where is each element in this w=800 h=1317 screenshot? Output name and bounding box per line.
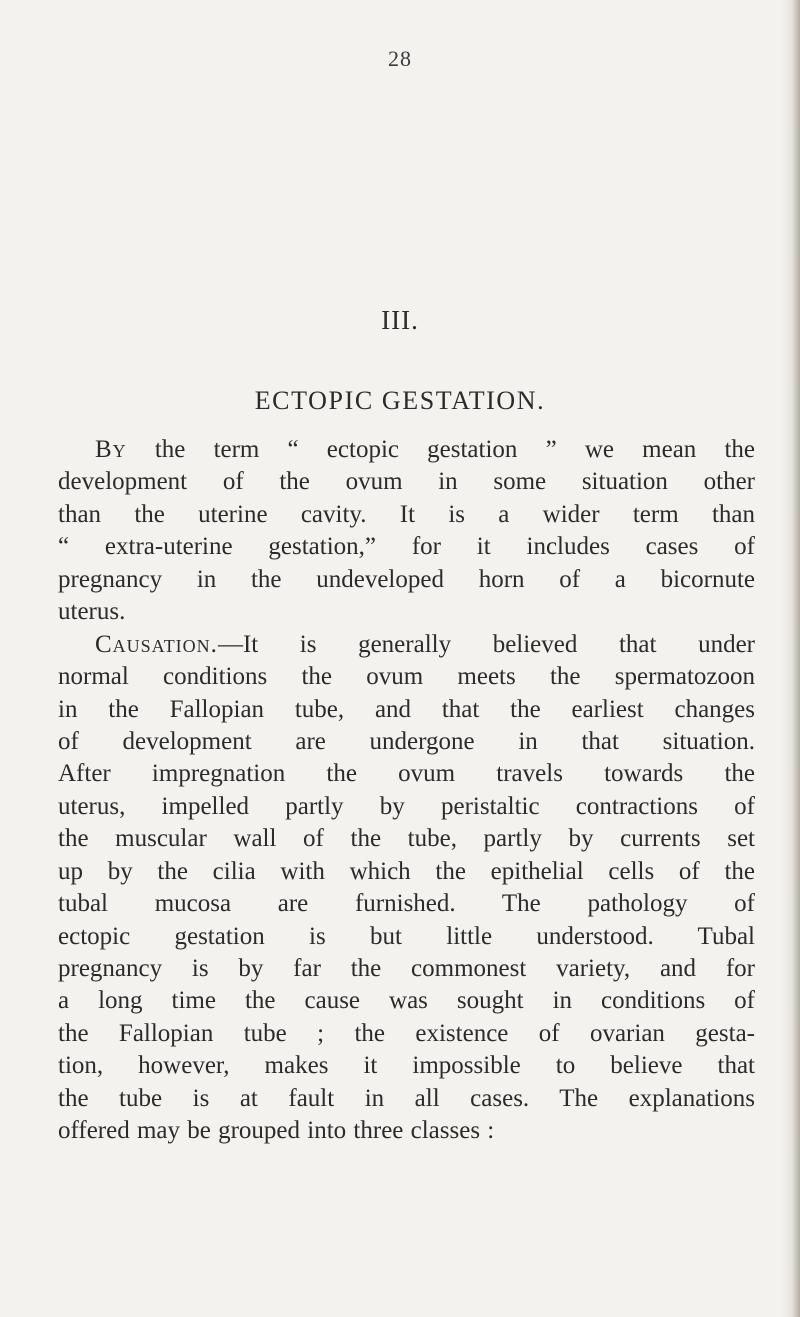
- text-line: pregnancy in the undeveloped horn of a bicornute: [58, 565, 755, 593]
- text-line: tion, however, makes it impossible to believe that: [58, 1052, 755, 1080]
- chapter-title: ECTOPIC GESTATION.: [254, 386, 546, 415]
- text-line: the tube is at fault in all cases. The explanations: [58, 1084, 755, 1112]
- text-line: [58, 629, 755, 661]
- text-line-content: the term “ ectopic gestation ” we mean the: [154, 436, 755, 463]
- section-heading-causation: Causation.: [95, 630, 218, 658]
- text-line: up by the cilia with which the epithelial cells of the: [58, 857, 755, 885]
- text-line: in the Fallopian tube, and that the earliest changes: [58, 695, 755, 723]
- page-edge-shadow: [782, 0, 800, 1317]
- page-number: 28: [388, 46, 412, 71]
- text-line-content: —It is generally believed that under: [217, 630, 755, 658]
- text-line: tubal mucosa are furnished. The pathology of: [58, 890, 755, 918]
- paragraph-lead: By: [95, 436, 127, 463]
- text-line: normal conditions the ovum meets the spermatozoon: [58, 663, 755, 691]
- text-line: development of the ovum in some situation other: [58, 468, 755, 496]
- text-line: pregnancy is by far the commonest variety, and for: [58, 955, 755, 982]
- text-line: the Fallopian tube ; the existence of ovarian gesta-: [58, 1019, 755, 1047]
- body-text: [58, 434, 755, 1148]
- chapter-number: III.: [381, 305, 419, 335]
- text-line: a long time the cause was sought in conditions of: [58, 987, 755, 1015]
- text-line: offered may be grouped into three classes :: [58, 1117, 495, 1145]
- text-line: uterus, impelled partly by peristaltic contractions of: [58, 792, 755, 820]
- text-line: uterus.: [58, 598, 126, 626]
- text-line: the muscular wall of the tube, partly by currents set: [58, 825, 755, 853]
- text-line: than the uterine cavity. It is a wider term than: [58, 500, 755, 528]
- text-line: ectopic gestation is but little understood. Tubal: [58, 922, 755, 950]
- text-line: “ extra-uterine gestation,” for it includes cases of: [58, 533, 755, 561]
- text-line: of development are undergone in that situation.: [58, 727, 755, 755]
- text-line: [58, 434, 755, 466]
- text-line: After impregnation the ovum travels towards the: [58, 760, 755, 788]
